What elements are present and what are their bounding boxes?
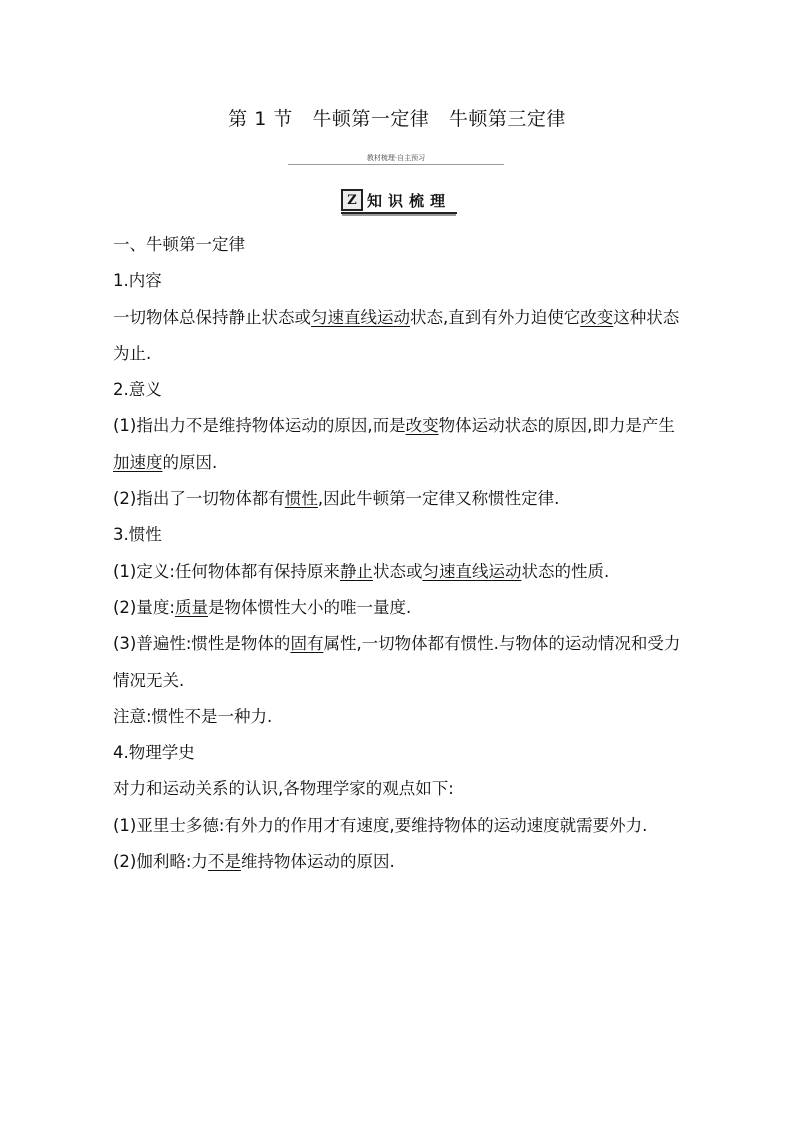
paragraph <box>113 408 688 481</box>
paragraph <box>113 626 688 699</box>
main-content <box>113 227 688 880</box>
key-term: 匀速直线运动 <box>311 307 410 327</box>
text: (1)指出力不是维持物体运动的原因,而是 <box>113 416 406 436</box>
page-title: 第 1 节 牛顿第一定律 牛顿第三定律 <box>228 108 566 130</box>
paragraph <box>113 844 688 880</box>
key-term: 静止 <box>339 561 373 581</box>
text: 是物体惯性大小的唯一量度. <box>207 597 412 617</box>
paragraph <box>113 590 688 626</box>
text: (2)伽利略:力 <box>113 852 208 872</box>
subsection-heading: 2.意义 <box>113 380 162 400</box>
key-term: 改变 <box>580 307 614 327</box>
subsection-heading: 1.内容 <box>113 271 162 291</box>
key-term: 惯性 <box>284 489 318 509</box>
note: 注意:惯性不是一种力. <box>113 706 273 726</box>
text: 一切物体总保持静止状态或 <box>113 307 311 327</box>
text: 状态,直到有外力迫使它 <box>410 307 581 327</box>
text: 属性,一切物体都有惯性.与物体的运动情况和受力情况无关. <box>113 634 681 690</box>
paragraph <box>113 554 688 590</box>
z-logo-icon: Z <box>341 189 363 211</box>
text: 的原因. <box>162 452 218 472</box>
badge-label: 知识梳理 <box>367 191 452 210</box>
text: 维持物体运动的原因. <box>240 852 395 872</box>
text: 物体运动状态的原因,即力是产生 <box>438 416 675 436</box>
text: (2)量度: <box>113 597 175 617</box>
key-term: 固有 <box>290 634 324 654</box>
text: (3)普遍性:惯性是物体的 <box>113 634 291 654</box>
section-subhead: 教材梳理·自主预习 <box>366 154 426 162</box>
knowledge-badge <box>341 188 457 214</box>
text: 这种状态为止. <box>113 307 680 363</box>
key-term: 质量 <box>174 597 208 617</box>
key-term: 匀速直线运动 <box>422 561 522 581</box>
key-term: 不是 <box>207 852 241 872</box>
subsection-heading: 4.物理学史 <box>113 743 195 763</box>
subhead-divider <box>288 164 504 165</box>
text: ,因此牛顿第一定律又称惯性定律. <box>317 489 560 509</box>
text: 状态或 <box>372 561 423 581</box>
paragraph: 对力和运动关系的认识,各物理学家的观点如下: <box>113 779 454 799</box>
section-heading: 一、牛顿第一定律 <box>113 235 245 254</box>
text: (1)定义:任何物体都有保持原来 <box>113 561 340 581</box>
paragraph: (1)亚里士多德:有外力的作用才有速度,要维持物体的运动速度就需要外力. <box>113 815 648 835</box>
paragraph <box>113 300 688 373</box>
text: (2)指出了一切物体都有 <box>113 489 285 509</box>
key-term: 加速度 <box>113 452 163 472</box>
key-term: 改变 <box>405 416 439 436</box>
paragraph <box>113 481 688 517</box>
text: 状态的性质. <box>521 561 610 581</box>
subsection-heading: 3.惯性 <box>113 525 162 545</box>
